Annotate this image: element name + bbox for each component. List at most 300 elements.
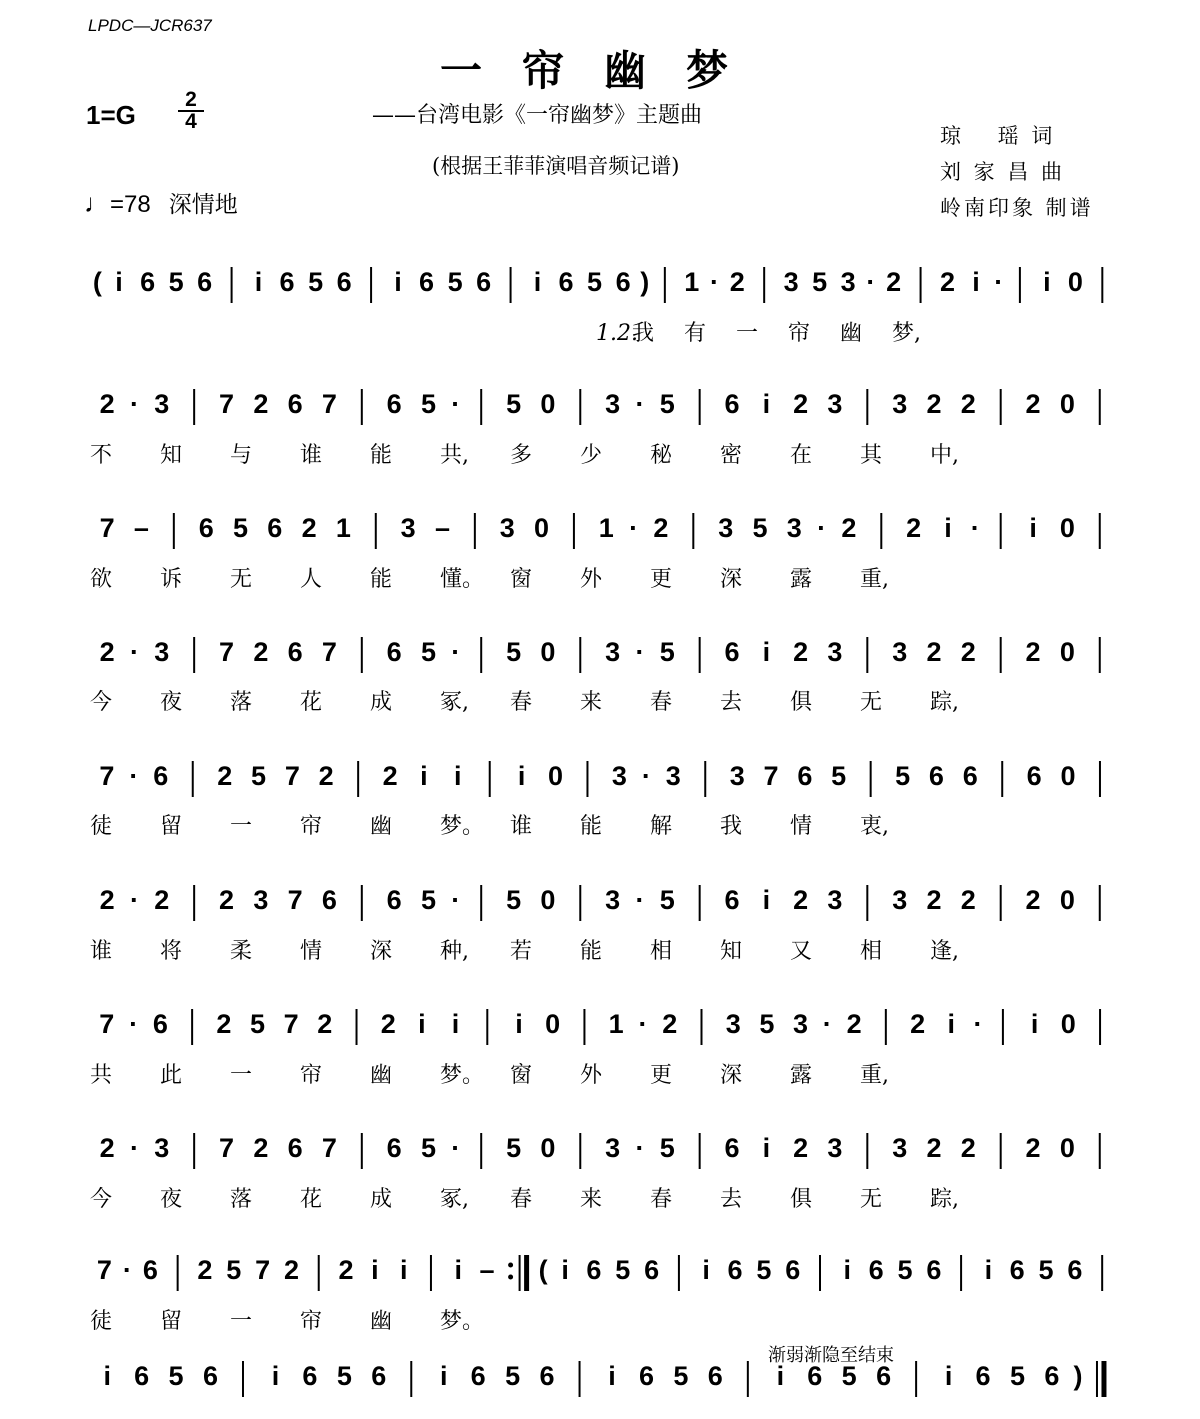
- song-title: 一帘幽梦: [440, 46, 769, 95]
- tempo-value: =78: [110, 191, 151, 218]
- note: 0: [545, 1009, 561, 1039]
- lyric-syllable: 此: [160, 1063, 183, 1088]
- lyric-syllable: 冢,: [440, 690, 469, 715]
- note: 6: [1009, 1255, 1025, 1285]
- lyric-syllable: 更: [650, 567, 673, 592]
- note: 3: [605, 389, 621, 419]
- note: 5: [752, 513, 768, 543]
- note: 6: [287, 389, 303, 419]
- repeat-end-sign: [508, 1255, 526, 1291]
- note: i: [984, 1255, 993, 1285]
- note: 5: [756, 1255, 772, 1285]
- note: 7: [283, 1009, 299, 1039]
- note: 3: [827, 885, 843, 915]
- note: 3: [827, 389, 843, 419]
- note: 3: [154, 1133, 170, 1163]
- note: i: [533, 267, 542, 297]
- note: 7: [99, 761, 115, 791]
- lyric-syllable: 来: [580, 1187, 603, 1212]
- note: 5: [506, 637, 522, 667]
- note: 3: [718, 513, 734, 543]
- note: 3: [793, 1009, 809, 1039]
- note: 5: [420, 637, 437, 667]
- note: i: [1030, 1009, 1039, 1039]
- note: 6: [724, 637, 740, 667]
- note: 2: [338, 1255, 354, 1285]
- note: 7: [321, 1133, 337, 1163]
- augmentation-dot: ·: [629, 513, 639, 543]
- note: i: [254, 267, 263, 297]
- transcription-note: (根据王菲菲演唱音频记谱): [432, 154, 680, 178]
- augmentation-dot: ·: [641, 761, 651, 791]
- note: 2: [793, 389, 809, 419]
- note: 2: [906, 513, 922, 543]
- note: 0: [1067, 267, 1083, 297]
- note: 2: [1025, 1133, 1041, 1163]
- note: 5: [841, 1361, 857, 1391]
- lyric-syllable: 情: [790, 814, 813, 839]
- lyric-syllable: 将: [160, 939, 183, 964]
- lyric-syllable: 衷,: [860, 814, 889, 839]
- lyric-syllable: 花: [300, 690, 323, 715]
- note: 6: [152, 1009, 168, 1039]
- augmentation-dot: ·: [822, 1009, 832, 1039]
- note: 0: [1060, 761, 1076, 791]
- lyric-syllable: 幽: [840, 321, 863, 346]
- lyric-syllable: 一: [230, 1063, 253, 1088]
- note: 2: [653, 513, 669, 543]
- lyric-syllable: 一: [230, 1309, 253, 1334]
- lyric-syllable: 成: [370, 1187, 393, 1212]
- augmentation-dot: ·: [635, 389, 645, 419]
- note: 5: [1009, 1361, 1025, 1391]
- note: 3: [892, 637, 908, 667]
- note: 6: [134, 1361, 150, 1391]
- lyric-syllable: 其: [860, 443, 883, 468]
- augmentation-dot: ·: [638, 1009, 648, 1039]
- lyric-syllable: 来: [580, 690, 603, 715]
- note: 7: [321, 389, 337, 419]
- augmentation-dot: ·: [635, 1133, 645, 1163]
- augmentation-dot: ·: [129, 1009, 139, 1039]
- lyric-syllable: 一: [736, 321, 759, 346]
- note: 3: [786, 513, 802, 543]
- note: i: [762, 1133, 771, 1163]
- note: 6: [868, 1255, 884, 1285]
- note: 6: [539, 1361, 555, 1391]
- note: 6: [724, 1133, 740, 1163]
- note: i: [947, 1009, 955, 1039]
- composer-credit: 刘 家 昌 曲: [940, 160, 1066, 184]
- augmentation-dot: ·: [994, 267, 1004, 297]
- note: 2: [253, 389, 269, 419]
- note: i: [972, 267, 980, 297]
- lyric-syllable: 能: [580, 814, 603, 839]
- lyric-syllable: 共,: [440, 443, 469, 468]
- lyric-syllable: 幽: [370, 1309, 393, 1334]
- note: 5: [831, 761, 847, 791]
- note: 2: [729, 267, 745, 297]
- lyric-syllable: 深: [720, 1063, 743, 1088]
- note: 3: [605, 637, 621, 667]
- note: i: [762, 885, 771, 915]
- augmentation-dot: ·: [451, 1133, 461, 1163]
- note: 5: [249, 1009, 266, 1039]
- lyric-syllable: 欲: [90, 567, 113, 592]
- note: 6: [321, 885, 337, 915]
- note: 2: [99, 637, 115, 667]
- lyric-syllable: 无: [860, 690, 883, 715]
- note: 6: [615, 267, 631, 297]
- lyric-syllable: 人: [300, 567, 323, 592]
- note: 2: [99, 885, 115, 915]
- note: 3: [840, 267, 856, 297]
- note: i: [944, 513, 952, 543]
- lyric-syllable: 谁: [510, 814, 533, 839]
- note: 6: [287, 1133, 303, 1163]
- note: i: [843, 1255, 852, 1285]
- note: 5: [812, 267, 828, 297]
- note: 6: [558, 267, 574, 297]
- note: 5: [505, 1361, 521, 1391]
- note: 5: [659, 637, 675, 667]
- lyric-syllable: 无: [860, 1187, 883, 1212]
- note: –: [479, 1255, 495, 1285]
- note: 6: [638, 1361, 654, 1391]
- lyric-syllable: 花: [300, 1187, 323, 1212]
- note: 2: [926, 389, 942, 419]
- note: 0: [540, 1133, 556, 1163]
- note: i: [776, 1361, 785, 1391]
- note: 5: [506, 1133, 522, 1163]
- lyric-syllable: 梦,: [892, 321, 921, 346]
- note: 5: [420, 389, 437, 419]
- note: 0: [1059, 637, 1075, 667]
- lyric-syllable: 梦。: [440, 814, 485, 839]
- note: 2: [253, 637, 269, 667]
- note: 2: [846, 1009, 862, 1039]
- lyric-syllable: 窗: [510, 567, 533, 592]
- lyric-syllable: 帘: [300, 814, 323, 839]
- lyric-syllable: 重,: [860, 1063, 889, 1088]
- note: i: [418, 1009, 426, 1039]
- augmentation-dot: ·: [451, 389, 461, 419]
- note: 7: [763, 761, 779, 791]
- note: 0: [534, 513, 550, 543]
- note: 5: [308, 267, 324, 297]
- note: i: [394, 267, 402, 297]
- lyric-syllable: 相: [860, 939, 883, 964]
- note: 6: [386, 1133, 402, 1163]
- note: 2: [926, 1133, 942, 1163]
- augmentation-dot: ·: [129, 389, 139, 419]
- note: 6: [153, 761, 169, 791]
- note: 5: [251, 761, 267, 791]
- note: 6: [476, 267, 492, 297]
- note: 7: [219, 389, 235, 419]
- note: 3: [605, 885, 621, 915]
- augmentation-dot: ·: [866, 267, 876, 297]
- note: 1: [335, 513, 351, 543]
- augmentation-dot: ·: [129, 761, 139, 791]
- lyric-syllable: 种,: [440, 939, 469, 964]
- note: i: [454, 1255, 462, 1285]
- augmentation-dot: ·: [970, 513, 980, 543]
- augmentation-dot: ·: [817, 513, 827, 543]
- note: 2: [382, 761, 398, 791]
- lyric-syllable: 共: [90, 1063, 113, 1088]
- note: 6: [785, 1255, 801, 1285]
- note: 2: [793, 637, 809, 667]
- note: 2: [886, 267, 902, 297]
- lyric-syllable: 更: [650, 1063, 673, 1088]
- note: 2: [1025, 637, 1041, 667]
- note: 2: [216, 1009, 232, 1039]
- note: 2: [926, 637, 942, 667]
- note: 3: [725, 1009, 741, 1039]
- note: 0: [1060, 1009, 1076, 1039]
- key-signature: 1=G: [86, 100, 136, 130]
- note: 5: [659, 389, 675, 419]
- note: 5: [659, 885, 675, 915]
- note: 2: [99, 389, 115, 419]
- lyric-syllable: 又: [790, 939, 813, 964]
- lyric-syllable: 有: [684, 321, 707, 346]
- note: 6: [279, 267, 295, 297]
- augmentation-dot: ·: [129, 637, 139, 667]
- note: 3: [827, 1133, 843, 1163]
- lyric-syllable: 春: [650, 1187, 673, 1212]
- arranger-credit: 岭南印象 制谱: [940, 196, 1094, 220]
- lyric-syllable: 落: [230, 1187, 253, 1212]
- note: 6: [724, 389, 740, 419]
- note: 5: [615, 1255, 631, 1285]
- note: 6: [198, 513, 214, 543]
- note: 5: [168, 267, 184, 297]
- note: 5: [506, 389, 522, 419]
- lyric-syllable: 落: [230, 690, 253, 715]
- note: 3: [827, 637, 843, 667]
- note: 2: [317, 1009, 333, 1039]
- note: 6: [727, 1255, 743, 1285]
- expression-marking: 深情地: [168, 191, 238, 217]
- verse-number: 1.2.: [596, 321, 638, 346]
- lyric-syllable: 踪,: [930, 690, 959, 715]
- lyric-syllable: 徒: [90, 814, 113, 839]
- note: 7: [255, 1255, 271, 1285]
- note: 0: [1059, 1133, 1075, 1163]
- note: i: [762, 389, 771, 419]
- lyric-syllable: 我: [632, 321, 655, 346]
- lyric-syllable: 春: [650, 690, 673, 715]
- note: 2: [910, 1009, 926, 1039]
- augmentation-dot: ·: [122, 1255, 132, 1285]
- note: 5: [759, 1009, 775, 1039]
- note: i: [420, 761, 428, 791]
- note: 2: [793, 885, 809, 915]
- lyric-syllable: 深: [720, 567, 743, 592]
- note: 6: [336, 267, 352, 297]
- note: 6: [371, 1361, 387, 1391]
- note: 3: [611, 761, 627, 791]
- note: 6: [386, 389, 402, 419]
- lyric-syllable: 去: [720, 1187, 743, 1212]
- note: 6: [386, 637, 402, 667]
- note: 2: [380, 1009, 396, 1039]
- lyric-syllable: 多: [510, 443, 533, 468]
- note: 5: [506, 885, 522, 915]
- lyric-syllable: 密: [720, 443, 743, 468]
- note: 2: [960, 1133, 976, 1163]
- lyric-syllable: 梦。: [440, 1309, 485, 1334]
- note: 6: [975, 1361, 991, 1391]
- note: 0: [1059, 389, 1075, 419]
- lyric-syllable: 谁: [90, 939, 113, 964]
- lyric-syllable: 外: [580, 1063, 603, 1088]
- note: 6: [267, 513, 283, 543]
- note: 3: [400, 513, 416, 543]
- note: i: [440, 1361, 448, 1391]
- note: 2: [939, 267, 956, 297]
- note: 2: [301, 513, 317, 543]
- note: 2: [197, 1255, 213, 1285]
- note: 2: [841, 513, 857, 543]
- note: 2: [154, 885, 170, 915]
- lyricist-credit: 琼 瑶 词: [940, 124, 1056, 148]
- note: 7: [96, 1255, 112, 1285]
- note: 5: [897, 1255, 913, 1285]
- note: i: [271, 1361, 280, 1391]
- note: 2: [219, 885, 235, 915]
- note: 3: [665, 761, 681, 791]
- lyric-syllable: 外: [580, 567, 603, 592]
- note: i: [1043, 267, 1051, 297]
- lyric-syllable: 不: [90, 443, 113, 468]
- note: 6: [140, 267, 156, 297]
- note: 1: [684, 267, 700, 297]
- song-subtitle: ——台湾电影《一帘幽梦》主题曲: [372, 103, 703, 128]
- note: 6: [797, 761, 813, 791]
- note: 3: [892, 389, 908, 419]
- lyric-syllable: 幽: [370, 1063, 393, 1088]
- note: 6: [287, 637, 303, 667]
- note: 5: [226, 1255, 242, 1285]
- note: 6: [302, 1361, 318, 1391]
- note: 6: [707, 1361, 723, 1391]
- note: –: [133, 513, 149, 543]
- lyric-syllable: 谁: [300, 443, 323, 468]
- note: 0: [540, 885, 556, 915]
- note: 6: [962, 761, 978, 791]
- lyric-syllable: 知: [720, 939, 743, 964]
- final-barline: [1097, 1361, 1104, 1397]
- note: 5: [336, 1361, 352, 1391]
- lyric-syllable: 窗: [510, 1063, 533, 1088]
- lyric-syllable: 成: [370, 690, 393, 715]
- note: 6: [1067, 1255, 1083, 1285]
- note: 3: [253, 885, 269, 915]
- note: 5: [420, 1133, 437, 1163]
- augmentation-dot: ·: [451, 637, 461, 667]
- lyric-syllable: 情: [300, 939, 323, 964]
- augmentation-dot: ·: [635, 885, 645, 915]
- lyric-syllable: 一: [230, 814, 253, 839]
- fade-out-instruction: 渐弱渐隐至结束: [768, 1345, 894, 1365]
- note: i: [103, 1361, 111, 1391]
- parenthesis: ): [640, 267, 650, 297]
- parenthesis: ): [1073, 1361, 1083, 1391]
- lyric-syllable: 春: [510, 1187, 533, 1212]
- note: 2: [662, 1009, 678, 1039]
- note: 2: [99, 1133, 115, 1163]
- lyric-syllable: 中,: [930, 443, 959, 468]
- note: 2: [1025, 389, 1041, 419]
- note: 5: [587, 267, 603, 297]
- note: i: [1029, 513, 1037, 543]
- augmentation-dot: ·: [973, 1009, 983, 1039]
- lyric-syllable: 俱: [790, 1187, 813, 1212]
- note: 3: [605, 1133, 621, 1163]
- note: 3: [892, 885, 908, 915]
- lyric-syllable: 我: [720, 814, 743, 839]
- note: 6: [926, 1255, 942, 1285]
- note: 3: [154, 637, 170, 667]
- note: 3: [154, 389, 170, 419]
- note: 1: [608, 1009, 624, 1039]
- note: 3: [783, 267, 799, 297]
- lyric-syllable: 无: [230, 567, 253, 592]
- lyric-syllable: 露: [790, 567, 813, 592]
- note: 5: [659, 1133, 675, 1163]
- note: 6: [807, 1361, 823, 1391]
- note: 3: [892, 1133, 908, 1163]
- note: 7: [99, 1009, 115, 1039]
- lyric-syllable: 深: [370, 939, 393, 964]
- note: 0: [540, 389, 556, 419]
- note: –: [434, 513, 450, 543]
- lyric-syllable: 解: [650, 814, 673, 839]
- lyric-syllable: 与: [230, 443, 253, 468]
- lyric-syllable: 能: [370, 567, 393, 592]
- note: 6: [876, 1361, 892, 1391]
- augmentation-dot: ·: [451, 885, 461, 915]
- lyric-syllable: 诉: [160, 567, 183, 592]
- lyric-syllable: 柔: [230, 939, 253, 964]
- note: 2: [253, 1133, 269, 1163]
- lyric-syllable: 懂。: [440, 567, 485, 592]
- note: i: [702, 1255, 710, 1285]
- lyric-syllable: 幽: [370, 814, 393, 839]
- note: i: [762, 637, 771, 667]
- note: 2: [283, 1255, 299, 1285]
- note: 5: [1038, 1255, 1054, 1285]
- note: 2: [960, 637, 976, 667]
- note: 6: [470, 1361, 486, 1391]
- time-signature-top: 2: [178, 90, 204, 112]
- lyric-syllable: 若: [510, 939, 533, 964]
- augmentation-dot: ·: [129, 885, 139, 915]
- note: 5: [447, 267, 463, 297]
- lyric-syllable: 相: [650, 939, 673, 964]
- note: 5: [420, 885, 437, 915]
- lyric-syllable: 去: [720, 690, 743, 715]
- augmentation-dot: ·: [129, 1133, 139, 1163]
- lyric-syllable: 留: [160, 1309, 183, 1334]
- lyric-syllable: 梦。: [440, 1063, 485, 1088]
- note: 5: [895, 761, 911, 791]
- note: 2: [960, 389, 976, 419]
- note: 2: [960, 885, 976, 915]
